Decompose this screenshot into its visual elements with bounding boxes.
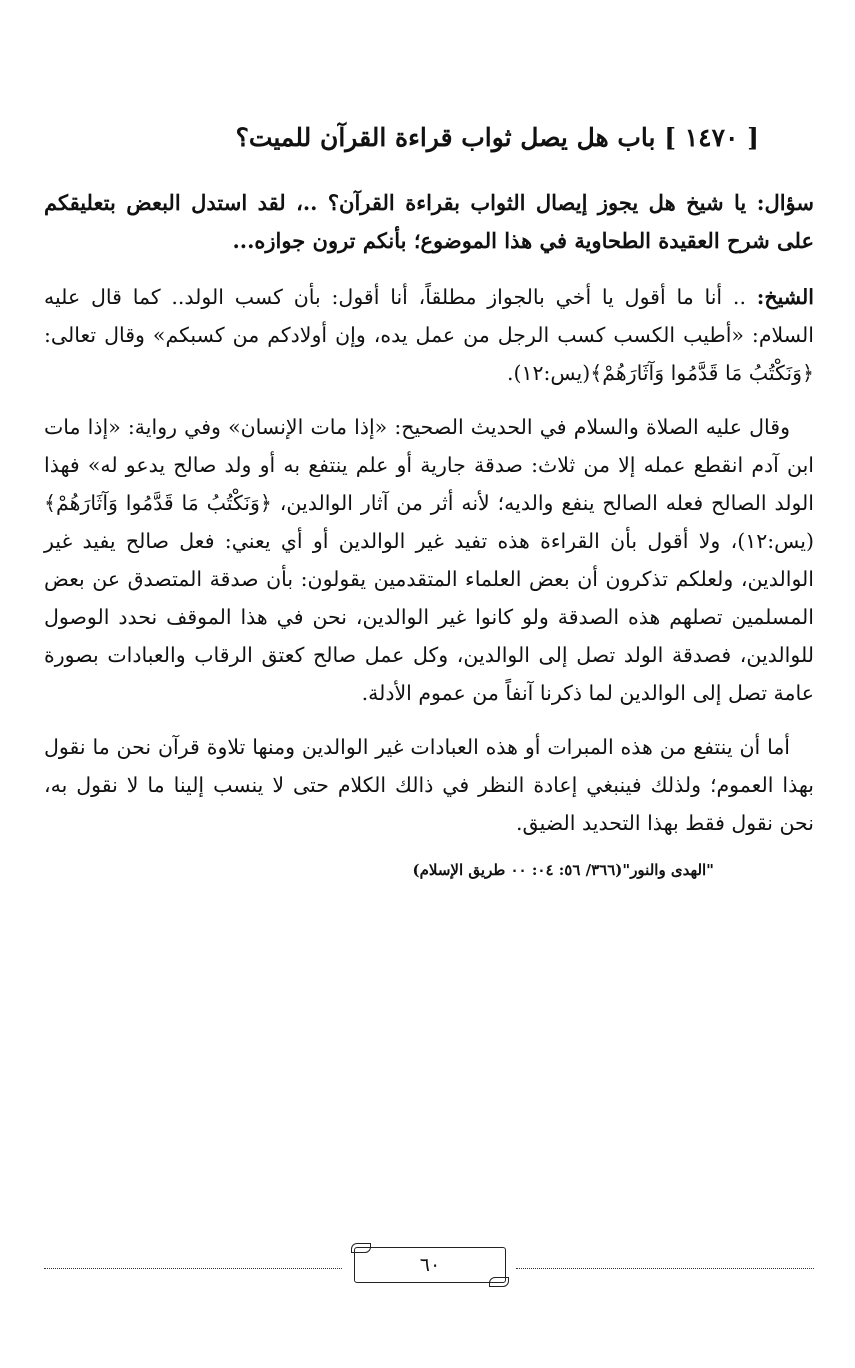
question-paragraph: سؤال: يا شيخ هل يجوز إيصال الثواب بقراءة القرآن؟ ..، لقد استدل البعض بتعليقكم على شرح العقيدة الطحاوية في هذا الموضوع؛ بأنكم ترون جوازه... [44, 190, 814, 253]
chapter-title: [ ١٤٧٠ ] باب هل يصل ثواب قراءة القرآن للميت؟ [235, 123, 759, 152]
answer-text-1: .. أنا ما أقول يا أخي بالجواز مطلقاً، أنا أقول: بأن كسب الولد.. كما قال عليه السلام: «أطيب الكسب كسب الرجل من عمل يده، وإن أولادكم من كسبكم» وقال تعالى: ﴿وَنَكْتُبُ مَا قَدَّمُوا وَآثَارَهُمْ﴾(يس:١٢). [44, 285, 814, 385]
answer-lead: الشيخ: [756, 285, 814, 309]
page-footer [44, 1245, 814, 1285]
answer-paragraph-1 [44, 278, 814, 392]
source-citation: "الهدى والنور"(٣٦٦/ ٥٦: ٠٤: ٠٠ طريق الإسلام) [412, 861, 714, 879]
page-number: ٦٠ [419, 1254, 441, 1276]
answer-paragraph-3: أما أن ينتفع من هذه المبرات أو هذه العبادات غير الوالدين ومنها تلاوة قرآن نحن ما نقول بهذا العموم؛ ولذلك فينبغي إعادة النظر في ذالك الكلام حتى لا ينسب إلينا ما لا نقول به، نحن نقول فقط بهذا التحديد الضيق. [44, 735, 814, 835]
footer-rule-left [44, 1268, 342, 1269]
footer-rule-right [516, 1268, 814, 1269]
answer-paragraph-2: وقال عليه الصلاة والسلام في الحديث الصحيح: «إذا مات الإنسان» وفي رواية: «إذا مات ابن آدم انقطع عمله إلا من ثلاث: صدقة جارية أو علم ينتفع به أو ولد صالح يدعو له» فهذا الولد الصالح فعله الصالح ينفع والديه؛ لأنه أثر من آثار الوالدين، ﴿وَنَكْتُبُ مَا قَدَّمُوا وَآثَارَهُمْ﴾(يس:١٢)، ولا أقول بأن القراءة هذه تفيد غير الوالدين أو أي يعني: فعل صالح يفيد غير الوالدين، ولعلكم تذكرون أن بعض العلماء المتقدمين يقولون: بأن صدقة المتصدق عن بعض المسلمين تصلهم هذه الصدقة ولو كانوا غير الوالدين، نحن في هذا الموقف نحدد الوصول للوالدين، فصدقة الولد تصل إلى الوالدين، وكل عمل صالح كعتق الرقاب والعبادات بصورة عامة تصل إلى الوالدين لما ذكرنا آنفاً من عموم الأدلة. [44, 415, 814, 705]
page-number-frame [354, 1247, 506, 1283]
page-content [44, 118, 814, 882]
